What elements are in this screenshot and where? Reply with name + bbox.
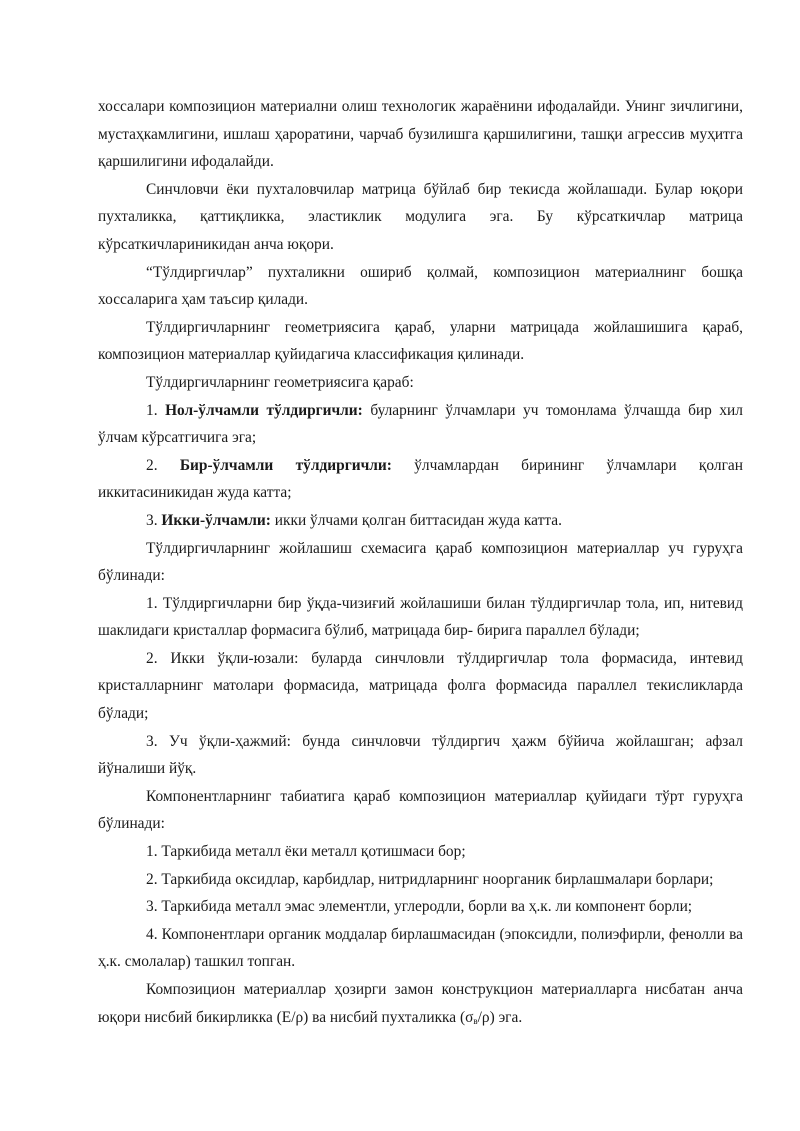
paragraph-classification: Тўлдиргичларнинг геометриясига қараб, уларни матрицада жойлашишига қараб, композицион материаллар қуйидагича классификация қилинади. bbox=[98, 318, 743, 364]
list-item: 4. Компонентлари органик моддалар бирлашмасидан (эпоксидли, полиэфирли, фенолли ва ҳ.к. смолалар) ташкил топган. bbox=[98, 925, 743, 971]
list-item-text: ўлчамлардан бирининг ўлчамлари қолган иккитасиникидан жуда катта; bbox=[98, 456, 743, 502]
paragraph-scheme-intro: Тўлдиргичларнинг жойлашиш схемасига қараб композицион материаллар уч гуруҳга бўлинади: bbox=[98, 539, 743, 585]
list-item-text: буларнинг ўлчамлари уч томонлама ўлчашда бир хил ўлчам кўрсатгичига эга; bbox=[98, 401, 743, 447]
list-item-number: 1. bbox=[146, 401, 158, 419]
paragraph-reinforcements: Синчловчи ёки пухталовчилар матрица бўйлаб бир текисда жойлашади. Булар юқори пухталикка, қаттиқликка, эластиклик модулига эга. Бу кўрсаткичлар матрица кўрсаткичлариникидан анча юқори. bbox=[98, 180, 743, 253]
list-item-number: 2. bbox=[146, 456, 158, 474]
list-item: 1. Тўлдиргичларни бир ўқда-чизиғий жойлашиши билан тўлдиргичлар тола, ип, нитевид шаклидаги кристаллар формасига бўлиб, матрицада бир- бирига параллел бўлади; bbox=[98, 594, 743, 640]
list-item: 1. Таркибида металл ёки металл қотишмаси бор; bbox=[146, 843, 466, 861]
list-item: 2. Таркибида оксидлар, карбидлар, нитридларнинг ноорганик бирлашмалари борлари; bbox=[146, 870, 714, 888]
conclusion-text-end: /ρ) эга. bbox=[477, 1008, 523, 1026]
conclusion-text: Композицион материаллар ҳозирги замон конструкцион материалларга нисбатан анча юқори нисбий бикирликка (Е/ρ) ва нисбий пухталикка (σ bbox=[98, 981, 743, 1026]
document-page bbox=[98, 93, 743, 1035]
paragraph-geometry-intro: Тўлдиргичларнинг геометриясига қараб: bbox=[146, 373, 414, 391]
list-item: 3. Уч ўқли-ҳажмий: бунда синчловчи тўлдиргич ҳажм бўйича жойлашган; афзал йўналиши йўқ. bbox=[98, 732, 743, 778]
paragraph-fillers: “Тўлдиргичлар” пухталикни ошириб қолмай, композицион материалнинг бошқа хоссаларига ҳам таъсир қилади. bbox=[98, 263, 743, 309]
list-item bbox=[98, 507, 743, 535]
list-item bbox=[98, 397, 743, 452]
list-item-term: Бир-ўлчамли тўлдиргичли: bbox=[179, 456, 392, 474]
list-item-text: икки ўлчами қолган биттасидан жуда катта. bbox=[274, 511, 562, 529]
list-item bbox=[98, 452, 743, 507]
paragraph-properties: хоссалари композицион материални олиш технологик жараёнини ифодалайди. Унинг зичлигини, мустаҳкамлигини, ишлаш ҳароратини, чарчаб бузилишга қаршилигини, ташқи агрессив муҳитга қаршилигини ифодалайди. bbox=[98, 98, 743, 171]
list-item: 3. Таркибида металл эмас элементли, углеродли, борли ва ҳ.к. ли компонент борли; bbox=[146, 898, 693, 916]
paragraph-components-intro: Компонентларнинг табиатига қараб композицион материаллар қуйидаги тўрт гуруҳга бўлинади: bbox=[98, 787, 743, 833]
list-item: 2. Икки ўқли-юзали: буларда синчловли тўлдиргичлар тола формасида, интевид кристалларнинг матолари формасида, матрицада фолга формасида параллел текисликларда бўлади; bbox=[98, 649, 743, 723]
list-item-number: 3. bbox=[146, 511, 158, 529]
list-item-term: Нол-ўлчамли тўлдиргичли: bbox=[165, 401, 363, 419]
sigma-subscript: в bbox=[473, 1015, 478, 1026]
list-item-term: Икки-ўлчамли: bbox=[161, 511, 271, 529]
paragraph-conclusion bbox=[98, 976, 743, 1035]
